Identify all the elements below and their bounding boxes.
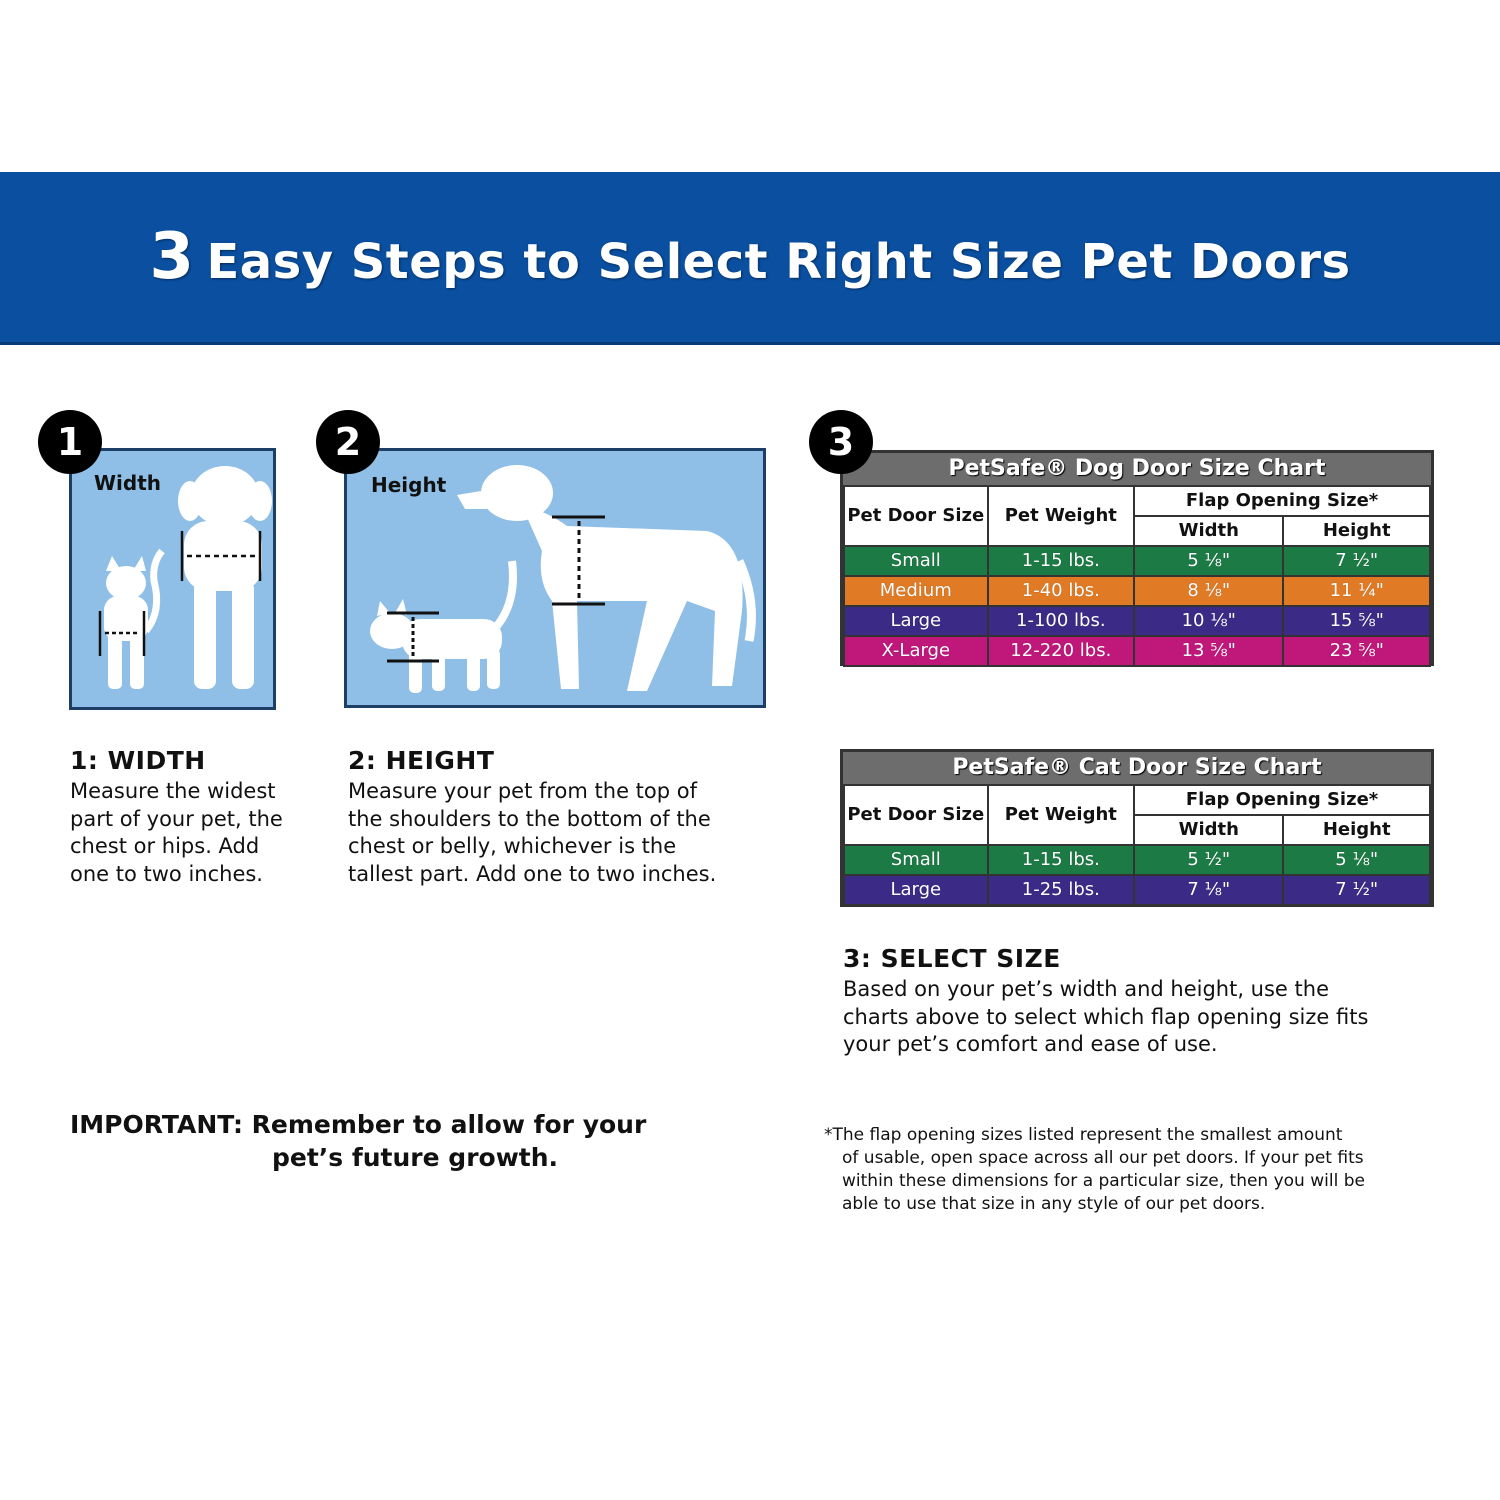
weight-cell: 1-40 lbs. (988, 576, 1135, 606)
footnote-line: *The flap opening sizes listed represent the smallest amount (824, 1125, 1343, 1145)
important-note (70, 1108, 750, 1174)
size-cell: Medium (844, 576, 988, 606)
table-row (844, 875, 1430, 905)
size-cell: Small (844, 546, 988, 576)
table-row (844, 546, 1430, 576)
width-cell: 13 ⅝" (1134, 636, 1283, 666)
width-image-label: Width (94, 471, 162, 495)
step-1-line: chest or hips. Add (70, 834, 260, 858)
width-cell: 7 ⅛" (1134, 875, 1283, 905)
width-cell: 8 ⅛" (1134, 576, 1283, 606)
table-row (844, 606, 1430, 636)
dog-door-size-chart (840, 450, 1434, 666)
title-text: Easy Steps to Select Right Size Pet Doors (206, 234, 1351, 290)
step-1-line: part of your pet, the (70, 806, 283, 831)
size-cell: Large (844, 606, 988, 636)
weight-cell: 1-100 lbs. (988, 606, 1135, 636)
footnote-line: within these dimensions for a particular size, then you will be (842, 1171, 1365, 1191)
page-title (149, 220, 1350, 294)
pet-door-size-header: Pet Door Size (844, 486, 988, 546)
step-1-line: one to two inches. (70, 861, 263, 886)
cat-chart-title: PetSafe® Cat Door Size Chart (843, 752, 1431, 784)
flap-footnote (824, 1124, 1444, 1216)
flap-opening-header: Flap Opening Size* (1134, 785, 1430, 815)
step-3-line: charts above to select which flap opening size fits (843, 1004, 1369, 1029)
dog-size-table (843, 485, 1431, 667)
table-row (844, 576, 1430, 606)
size-cell: Large (844, 875, 988, 905)
height-cell: 5 ⅛" (1283, 845, 1430, 875)
footnote-line: of usable, open space across all our pet doors. If your pet fits (842, 1148, 1364, 1168)
height-header: Height (1283, 516, 1430, 546)
important-line-1: Remember to allow for your (251, 1110, 647, 1139)
cat-size-table (843, 784, 1431, 906)
width-cell: 5 ½" (1134, 845, 1283, 875)
cat-dog-height-icon (347, 451, 763, 705)
height-illustration (344, 448, 766, 708)
table-row (844, 636, 1430, 666)
step-3-heading: 3: SELECT SIZE (843, 944, 1061, 973)
step-3-line: Based on your pet’s width and height, use the (843, 977, 1329, 1001)
step-2-line: Measure your pet from the top of (348, 779, 697, 803)
dog-chart-title: PetSafe® Dog Door Size Chart (843, 453, 1431, 485)
step-3-badge: 3 (809, 410, 873, 474)
step-2-line: tallest part. Add one to two inches. (348, 861, 717, 886)
step-1-heading: 1: WIDTH (70, 746, 206, 775)
step-3-text (843, 976, 1368, 1059)
height-cell: 11 ¼" (1283, 576, 1430, 606)
height-cell: 7 ½" (1283, 546, 1430, 576)
pet-door-size-header: Pet Door Size (844, 785, 988, 845)
width-header: Width (1134, 516, 1283, 546)
width-cell: 5 ⅛" (1134, 546, 1283, 576)
important-label: IMPORTANT: (70, 1110, 243, 1139)
cat-door-size-chart (840, 749, 1434, 907)
height-cell: 15 ⅝" (1283, 606, 1430, 636)
title-number: 3 (149, 220, 195, 294)
step-3-line: your pet’s comfort and ease of use. (843, 1032, 1218, 1056)
height-image-label: Height (371, 473, 447, 497)
step-2-text (348, 778, 716, 888)
important-line-2: pet’s future growth. (272, 1143, 559, 1172)
step-2-badge: 2 (316, 410, 380, 474)
weight-cell: 1-25 lbs. (988, 875, 1135, 905)
width-header: Width (1134, 815, 1283, 845)
pet-weight-header: Pet Weight (988, 486, 1135, 546)
step-2-line: chest or belly, whichever is the (348, 834, 677, 858)
weight-cell: 1-15 lbs. (988, 546, 1135, 576)
height-cell: 23 ⅝" (1283, 636, 1430, 666)
size-cell: Small (844, 845, 988, 875)
step-1-line: Measure the widest (70, 779, 276, 803)
weight-cell: 1-15 lbs. (988, 845, 1135, 875)
step-2-heading: 2: HEIGHT (348, 746, 495, 775)
step-1-text (70, 778, 283, 888)
width-illustration (69, 448, 276, 710)
flap-opening-header: Flap Opening Size* (1134, 486, 1430, 516)
footnote-line: able to use that size in any style of our pet doors. (842, 1194, 1266, 1214)
weight-cell: 12-220 lbs. (988, 636, 1135, 666)
step-2-line: the shoulders to the bottom of the (348, 806, 711, 831)
height-header: Height (1283, 815, 1430, 845)
table-row (844, 845, 1430, 875)
height-cell: 7 ½" (1283, 875, 1430, 905)
pet-weight-header: Pet Weight (988, 785, 1135, 845)
step-1-badge: 1 (38, 410, 102, 474)
title-banner (0, 172, 1500, 345)
width-cell: 10 ⅛" (1134, 606, 1283, 636)
cat-dog-width-icon (72, 451, 273, 707)
size-cell: X-Large (844, 636, 988, 666)
